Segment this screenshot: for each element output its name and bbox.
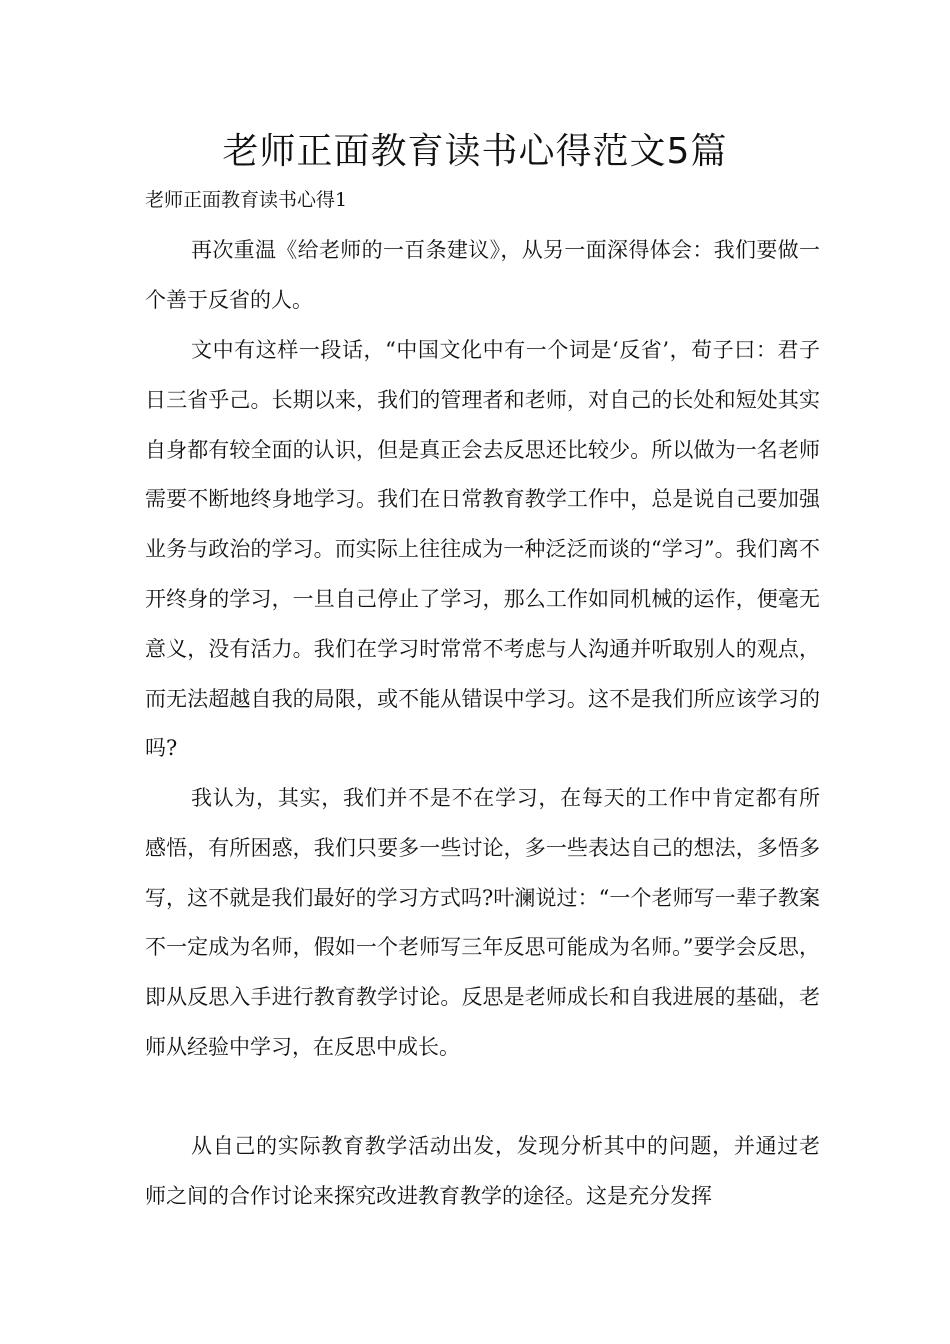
paragraph-3: 我认为，其实，我们并不是不在学习，在每天的工作中肯定都有所感悟，有所困惑，我们只要多一些讨论，多一些表达自己的想法，多悟多写，这不就是我们最好的学习方式吗?叶澜说过：“一个老师写一辈子教案不一定成为名师，假如一个老师写三年反思可能成为名师。”要学会反思，即从反思入手进行教育教学讨论。反思是老师成长和自我进展的基础，老师从经验中学习，在反思中成长。 xyxy=(145,786,820,1059)
document-title: 老师正面教育读书心得范文5篇 xyxy=(222,131,728,172)
section-heading: 老师正面教育读书心得1 xyxy=(145,189,348,211)
paragraph-1: 再次重温《给老师的一百条建议》，从另一面深得体会：我们要做一个善于反省的人。 xyxy=(145,238,820,312)
paragraph-2: 文中有这样一段话，“中国文化中有一个词是‘反省’，荀子曰：君子日三省乎己。长期以来，我们的管理者和老师，对自己的长处和短处其实自身都有较全面的认识，但是真正会去反思还比较少。所以做为一名老师需要不断地终身地学习。我们在日常教育教学工作中，总是说自己要加强业务与政治的学习。而实际上往往成为一种泛泛而谈的“学习”。我们离不开终身的学习，一旦自己停止了学习，那么工作如同机械的运作，便毫无意义，没有活力。我们在学习时常常不考虑与人沟通并听取别人的观点，而无法超越自我的局限，或不能从错误中学习。这不是我们所应该学习的吗? xyxy=(145,338,820,761)
paragraph-4: 从自己的实际教育教学活动出发，发现分析其中的问题，并通过老师之间的合作讨论来探究改进教育教学的途径。这是充分发挥 xyxy=(145,1134,820,1208)
